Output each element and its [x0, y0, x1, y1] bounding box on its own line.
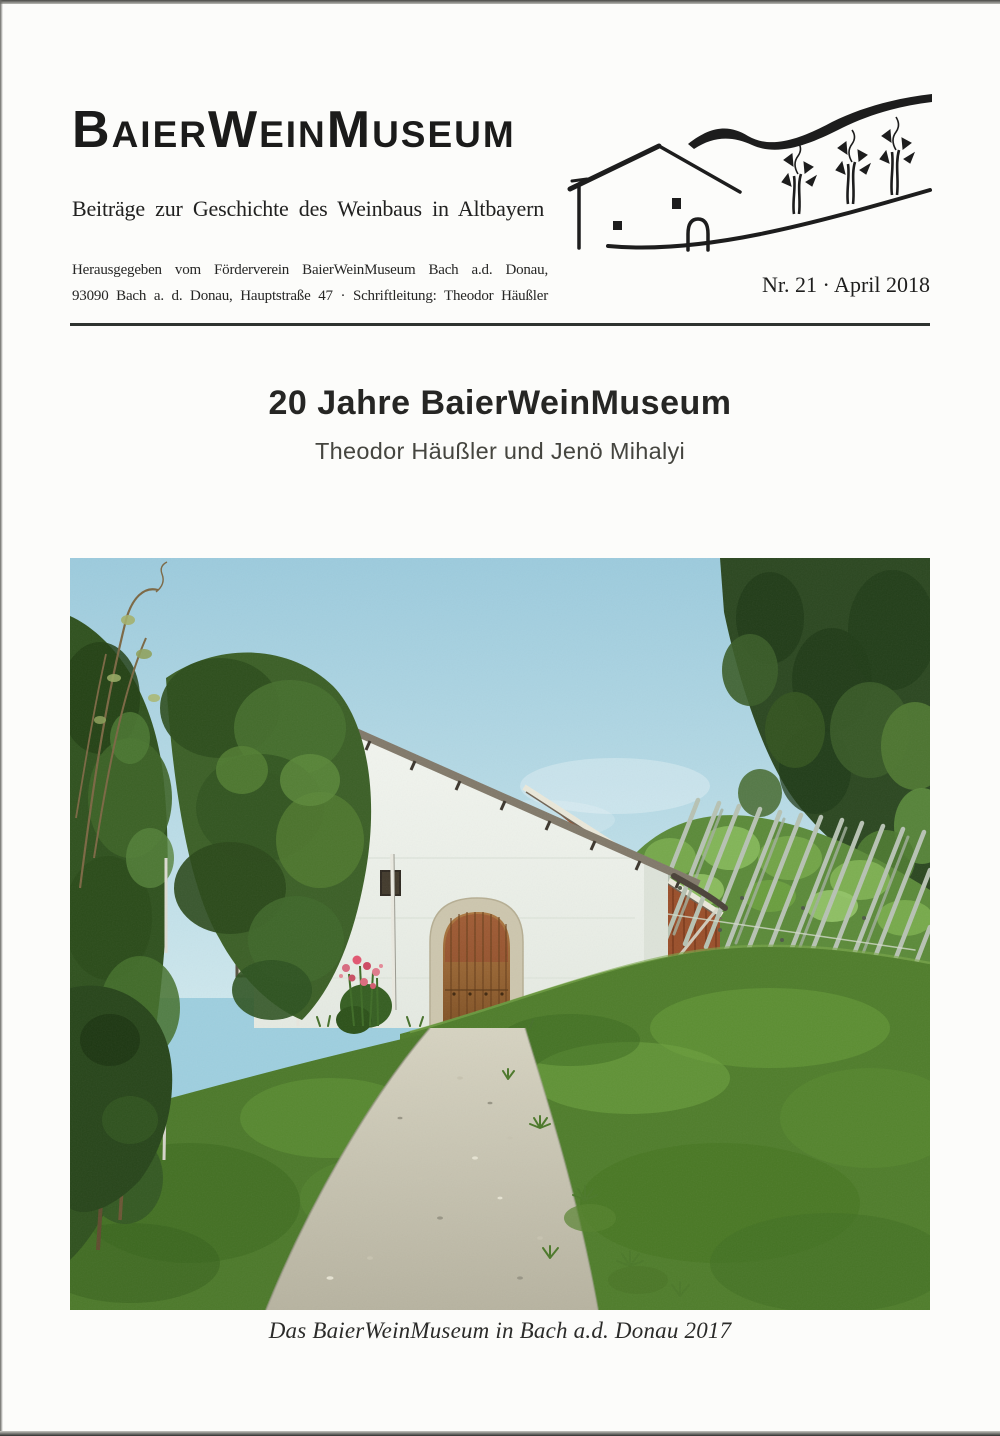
photo-grain-overlay [70, 558, 930, 1310]
article-authors: Theodor Häußler und Jenö Mihalyi [314, 438, 686, 464]
museum-photo-scene [70, 558, 930, 1310]
scan-edge-bottom [0, 1431, 1000, 1436]
masthead-initial: W [207, 101, 260, 159]
logo-window-dot [613, 221, 622, 230]
logo-hill-stroke [688, 94, 932, 150]
masthead-initial: M [326, 101, 373, 159]
header-divider-rule [70, 323, 930, 326]
masthead-smallcaps: EIN [259, 114, 327, 155]
scan-edge-top [0, 0, 1000, 4]
masthead-smallcaps: USEUM [372, 114, 516, 155]
masthead-initial: B [72, 101, 112, 159]
masthead-smallcaps: AIER [111, 114, 208, 155]
museum-photo [70, 558, 930, 1310]
museum-logo-illustration [562, 92, 938, 268]
masthead-title [72, 100, 592, 160]
masthead-subtitle: Beiträge zur Geschichte des Weinbaus in Altbayern [72, 196, 544, 221]
article-title: 20 Jahre BaierWeinMuseum [268, 384, 732, 422]
issue-number: Nr. 21 · April 2018 [761, 272, 930, 297]
imprint-line-1: Herausgegeben vom Förderverein BaierWeinMuseum Bach a.d. Donau, [72, 262, 548, 278]
scan-edge-left [0, 0, 3, 1436]
logo-house [570, 146, 930, 250]
photo-caption: Das BaierWeinMuseum in Bach a.d. Donau 2017 [268, 1318, 732, 1343]
logo-window [672, 198, 681, 209]
imprint-block [72, 257, 548, 309]
imprint-line-2: 93090 Bach a. d. Donau, Hauptstraße 47 · Schriftleitung: Theodor Häußler [72, 288, 548, 304]
